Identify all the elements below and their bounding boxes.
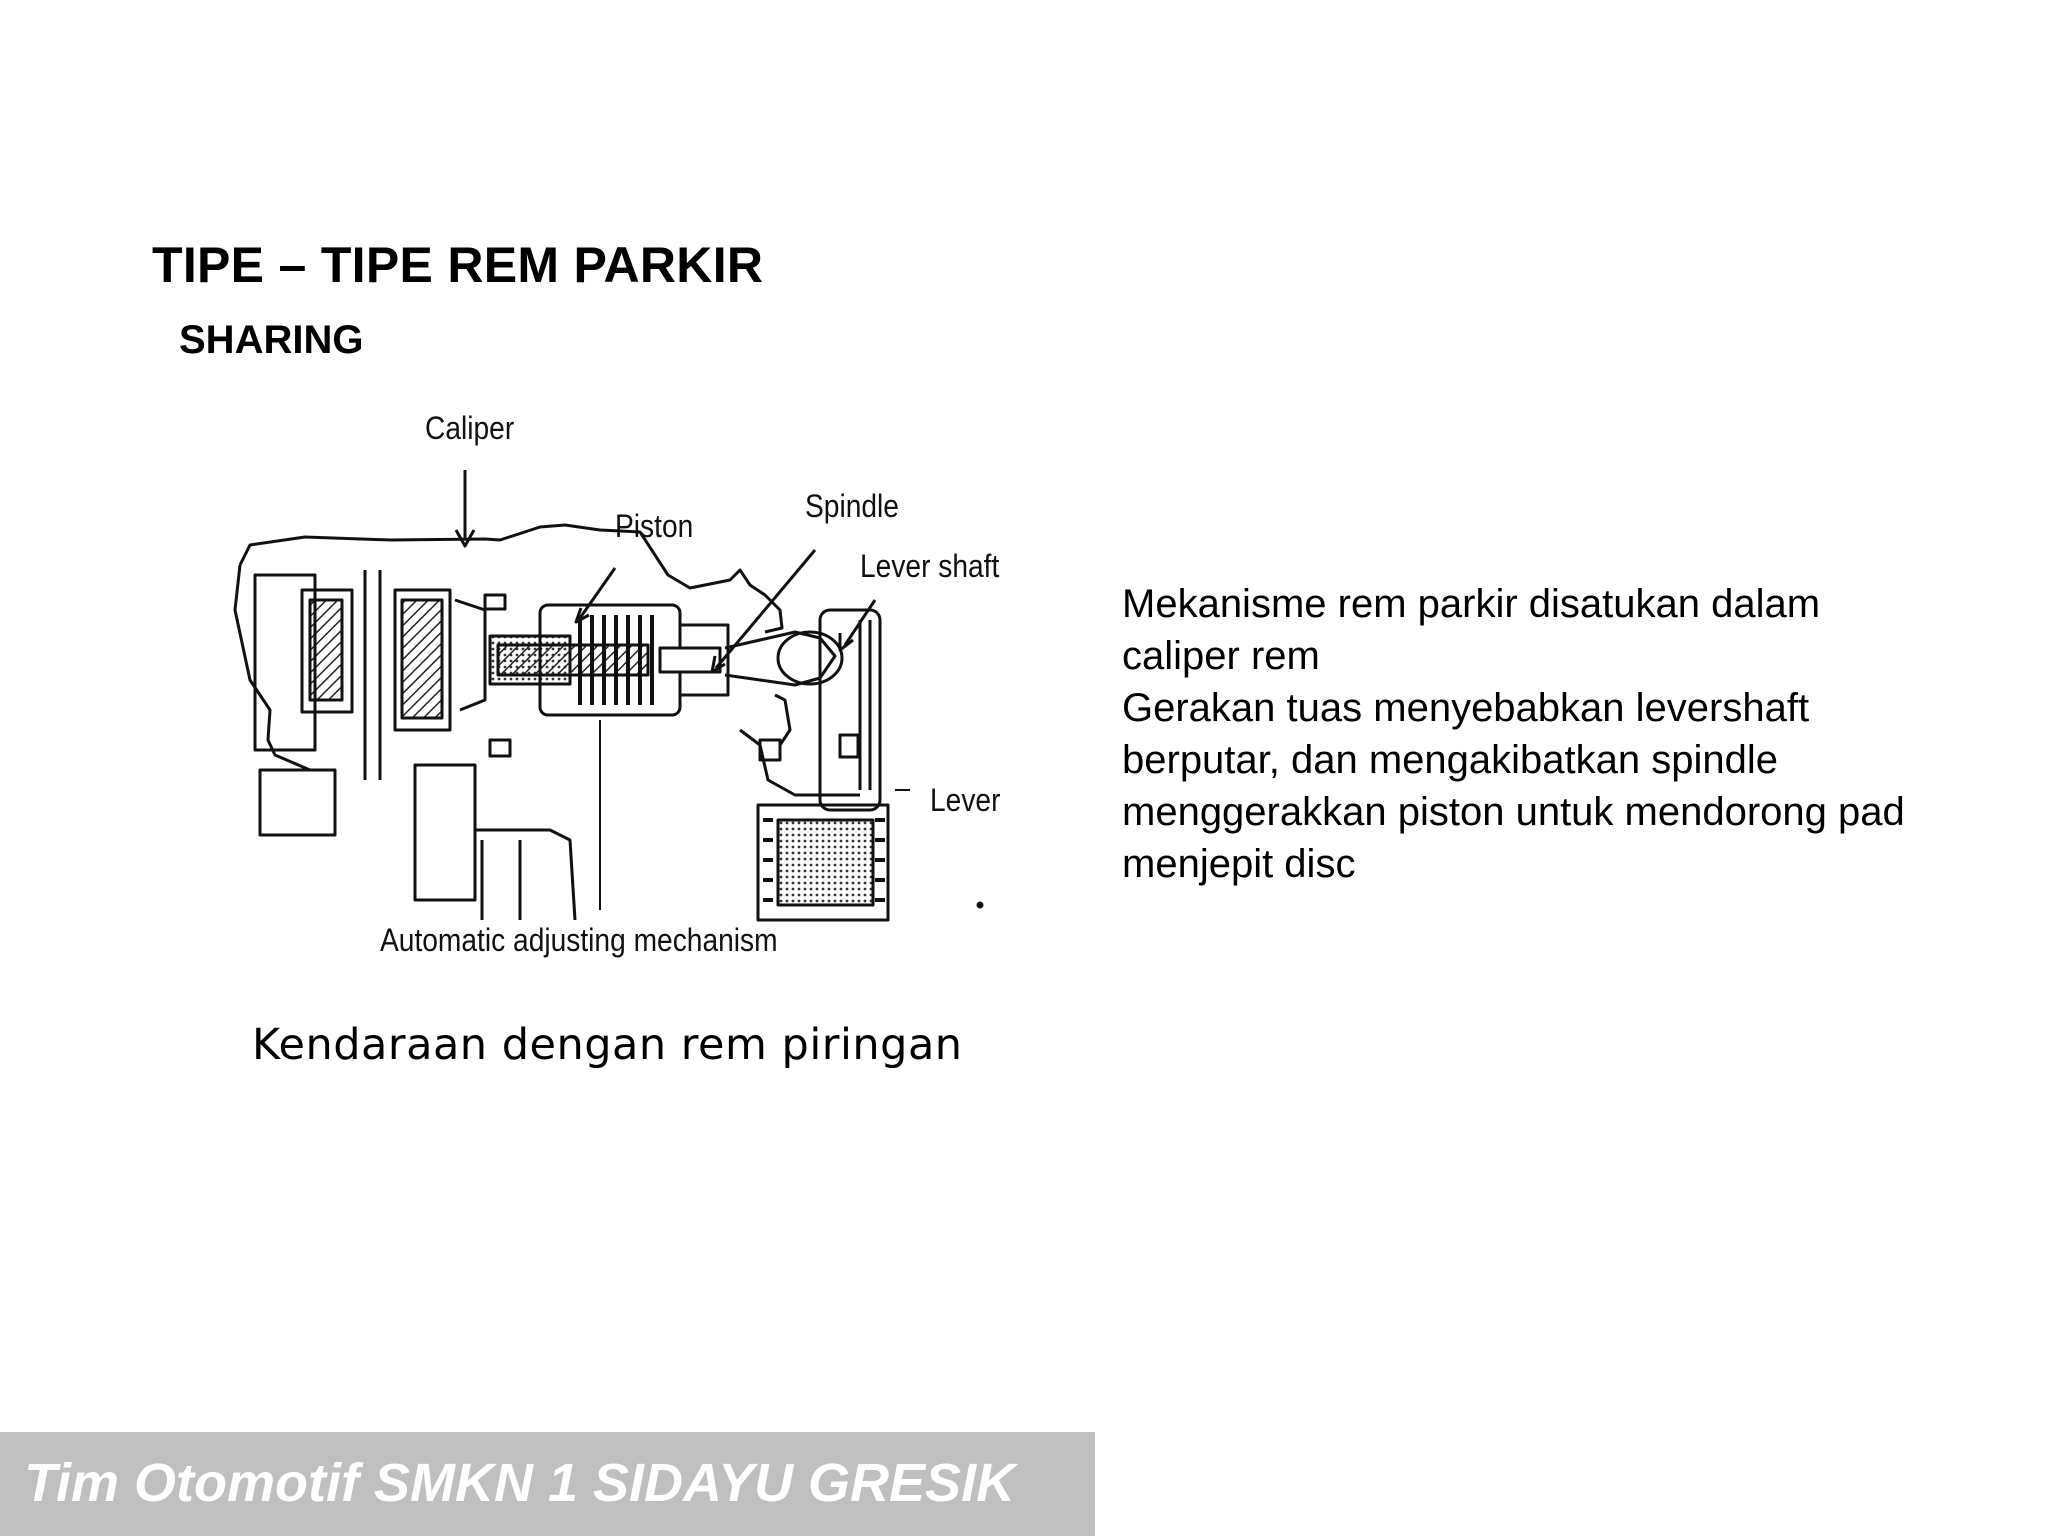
diagram-caption: Kendaraan dengan rem piringan <box>252 1020 963 1070</box>
slide-subtitle: SHARING <box>179 318 364 362</box>
caliper-diagram <box>220 400 1040 1100</box>
description-paragraph-1: Mekanisme rem parkir disatukan dalam caliper rem <box>1122 582 1821 678</box>
label-caliper: Caliper <box>425 410 515 446</box>
label-lever: Lever <box>930 782 1001 818</box>
label-automatic-adjusting: Automatic adjusting mechanism <box>380 922 778 958</box>
label-lever-shaft: Lever shaft <box>860 548 1000 584</box>
label-piston: Piston <box>615 508 694 544</box>
caliper-drawing <box>220 400 1040 960</box>
footer-bar <box>0 1432 1095 1536</box>
slide-title: TIPE – TIPE REM PARKIR <box>152 237 764 293</box>
label-spindle: Spindle <box>805 488 899 524</box>
description-text <box>1122 578 1942 890</box>
description-paragraph-2: Gerakan tuas menyebabkan levershaft berputar, dan mengakibatkan spindle menggerakkan piston untuk mendorong pad menjepit disc <box>1122 686 1905 886</box>
footer-text: Tim Otomotif SMKN 1 SIDAYU GRESIK <box>24 1453 1016 1513</box>
